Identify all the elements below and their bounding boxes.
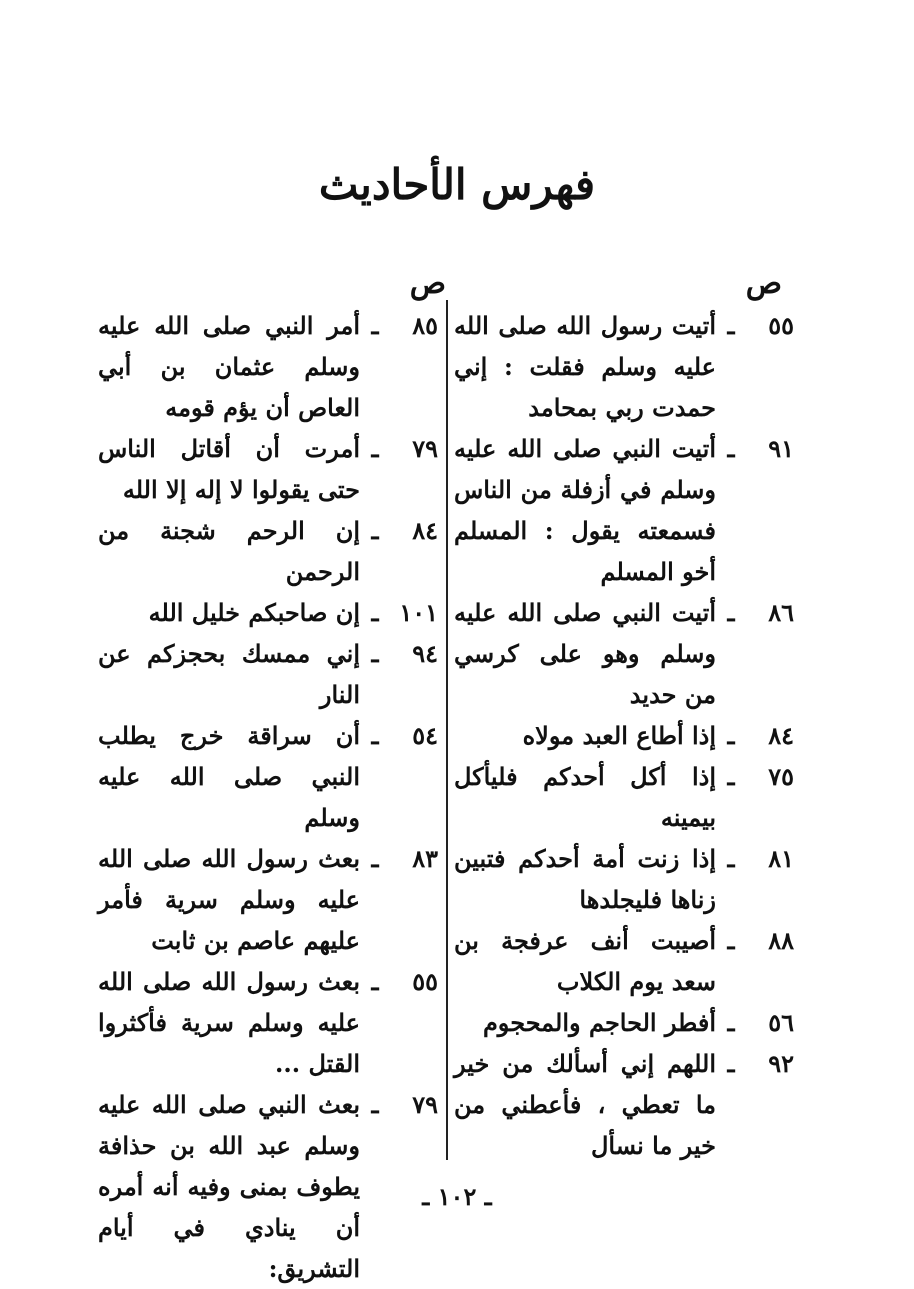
index-entry — [454, 920, 794, 1002]
hadith-text: إذا أكل أحدكم فليأكل بيمينه — [454, 762, 716, 832]
hadith-text: إن صاحبكم خليل الله — [148, 598, 360, 627]
index-column-right — [454, 305, 794, 1166]
entry-dash: ـ — [371, 516, 379, 545]
hadith-text: أمر النبي صلى الله عليه وسلم عثمان بن أبي العاص أن يؤم قومه — [98, 311, 360, 422]
index-entry — [98, 633, 438, 715]
hadith-text: إذا أطاع العبد مولاه — [522, 721, 716, 750]
entry-dash: ـ — [727, 1008, 735, 1037]
entry-page-number: ١٠١ — [399, 598, 438, 627]
hadith-text: أمرت أن أقاتل الناس حتى يقولوا لا إله إلا الله — [98, 434, 360, 504]
index-entry — [98, 961, 438, 1084]
hadith-text: أتيت النبي صلى الله عليه وسلم وهو على كرسي من حديد — [454, 598, 716, 709]
hadith-text: أتيت رسول الله صلى الله عليه وسلم فقلت : إني حمدت ربي بمحامد — [454, 311, 716, 422]
column-marker-left: ص — [409, 266, 446, 301]
index-entry — [98, 510, 438, 592]
index-entry — [454, 715, 794, 756]
hadith-text: أتيت النبي صلى الله عليه وسلم في أزفلة من الناس فسمعته يقول : المسلم أخو المسلم — [454, 434, 716, 586]
entry-page-number: ٥٤ — [412, 721, 438, 750]
hadith-text: بعث رسول الله صلى الله عليه وسلم سرية فأكثروا القتل ... — [98, 967, 360, 1078]
index-column-left — [98, 305, 438, 1289]
entry-dash: ـ — [727, 926, 735, 955]
hadith-text: إني ممسك بحجزكم عن النار — [98, 639, 360, 709]
index-entry — [454, 1002, 794, 1043]
column-divider — [446, 300, 448, 1160]
hadith-text: أفطر الحاجم والمحجوم — [482, 1008, 716, 1037]
entry-dash: ـ — [371, 434, 379, 463]
entry-page-number: ٨٤ — [768, 721, 794, 750]
entry-dash: ـ — [727, 1049, 735, 1078]
entry-dash: ـ — [371, 639, 379, 668]
hadith-text: أصيبت أنف عرفجة بن سعد يوم الكلاب — [454, 926, 716, 996]
entry-page-number: ٨١ — [768, 844, 794, 873]
entry-page-number: ٨٤ — [412, 516, 438, 545]
entry-page-number: ٩٢ — [768, 1049, 794, 1078]
entry-page-number: ٩١ — [768, 434, 794, 463]
page-title: فهرس الأحاديث — [318, 160, 596, 209]
entry-page-number: ٧٥ — [768, 762, 794, 791]
entry-page-number: ٥٥ — [412, 967, 438, 996]
entry-dash: ـ — [727, 762, 735, 791]
entry-page-number: ٨٨ — [768, 926, 794, 955]
entry-page-number: ٧٩ — [412, 434, 438, 463]
index-entry — [454, 756, 794, 838]
index-entry — [98, 838, 438, 961]
entry-page-number: ٩٤ — [412, 639, 438, 668]
entry-page-number: ٨٥ — [412, 311, 438, 340]
index-entry — [454, 305, 794, 428]
index-entry — [454, 592, 794, 715]
entry-page-number: ٧٩ — [412, 1090, 438, 1119]
index-entry — [98, 715, 438, 838]
entry-page-number: ٥٥ — [768, 311, 794, 340]
column-marker-right: ص — [745, 266, 782, 301]
hadith-text: إن الرحم شجنة من الرحمن — [98, 516, 360, 586]
entry-dash: ـ — [727, 844, 735, 873]
index-entry — [98, 428, 438, 510]
entry-dash: ـ — [727, 721, 735, 750]
entry-page-number: ٨٣ — [412, 844, 438, 873]
entry-page-number: ٨٦ — [768, 598, 794, 627]
page-number: ـ ١٠٢ ـ — [422, 1182, 492, 1211]
entry-dash: ـ — [727, 434, 735, 463]
hadith-text: إذا زنت أمة أحدكم فتبين زناها فليجلدها — [454, 844, 716, 914]
entry-dash: ـ — [727, 311, 735, 340]
entry-dash: ـ — [371, 311, 379, 340]
index-entry — [98, 305, 438, 428]
hadith-text: اللهم إني أسألك من خير ما تعطي ، فأعطني من خير ما نسأل — [454, 1049, 716, 1160]
hadith-text: أن سراقة خرج يطلب النبي صلى الله عليه وسلم — [98, 721, 360, 832]
entry-dash: ـ — [371, 598, 379, 627]
entry-dash: ـ — [371, 967, 379, 996]
hadith-text: بعث النبي صلى الله عليه وسلم عبد الله بن حذافة يطوف بمنى وفيه أنه أمره أن ينادي في أيام التشريق: — [98, 1090, 360, 1283]
entry-dash: ـ — [727, 598, 735, 627]
entry-dash: ـ — [371, 1090, 379, 1119]
entry-page-number: ٥٦ — [768, 1008, 794, 1037]
index-entry — [454, 1043, 794, 1166]
index-entry — [454, 428, 794, 592]
hadith-text: بعث رسول الله صلى الله عليه وسلم سرية فأمر عليهم عاصم بن ثابت — [98, 844, 360, 955]
entry-dash: ـ — [371, 721, 379, 750]
entry-dash: ـ — [371, 844, 379, 873]
index-entry — [98, 592, 438, 633]
index-entry — [454, 838, 794, 920]
